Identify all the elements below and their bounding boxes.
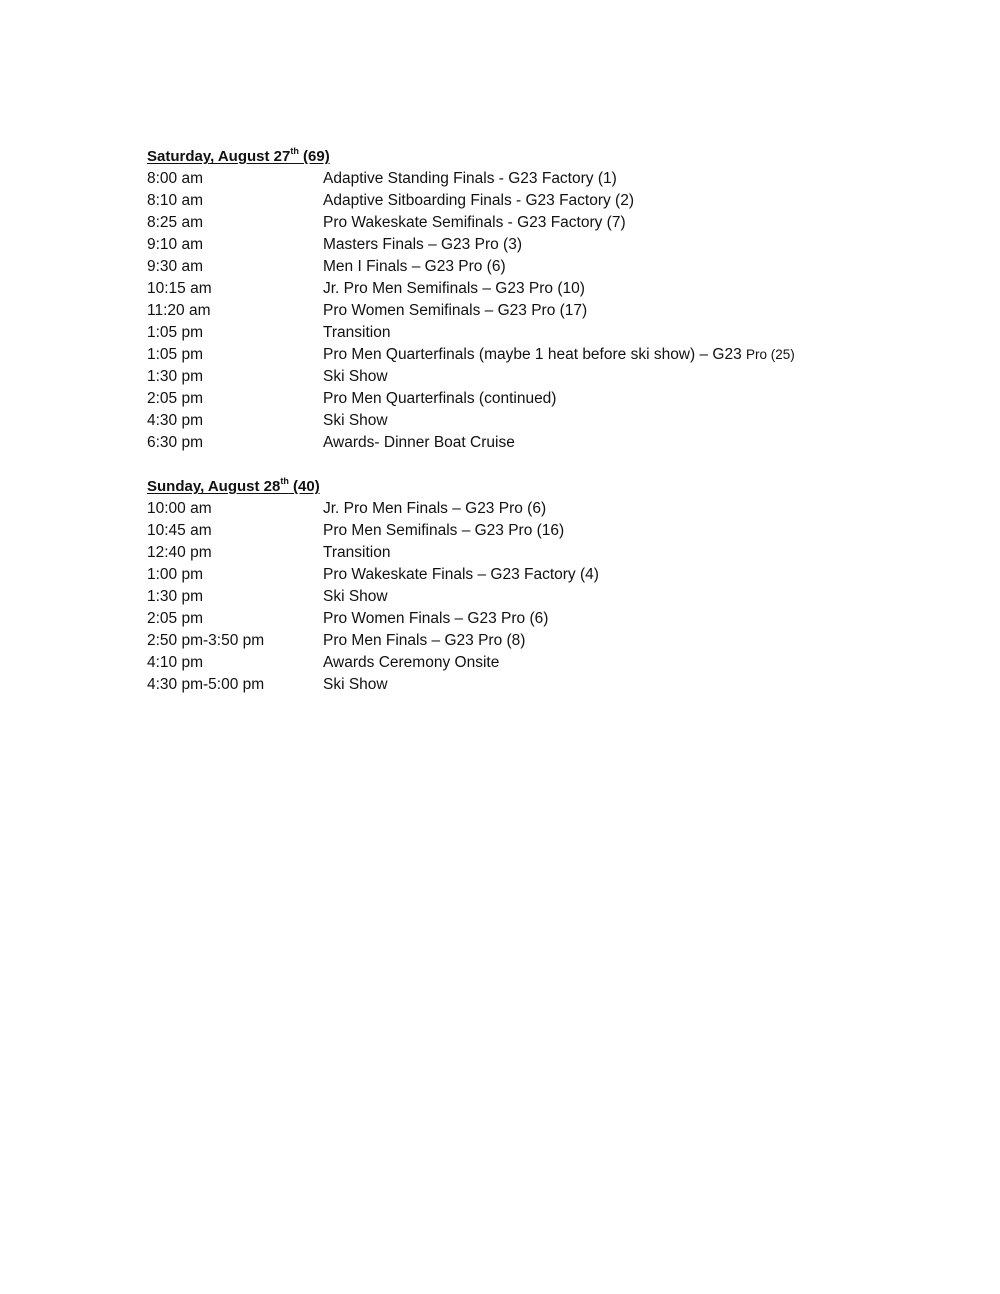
event-text: Ski Show: [323, 588, 388, 605]
event-text: Pro Wakeskate Finals – G23 Factory (4): [323, 566, 599, 583]
event-cell: [323, 564, 599, 586]
sunday-heading-ordinal: th: [280, 476, 289, 486]
time-cell: 8:10 am: [147, 192, 204, 209]
event-text: Pro Men Finals – G23 Pro (8): [323, 632, 526, 649]
event-cell: [323, 344, 795, 366]
time-cell: 12:40 pm: [147, 544, 212, 561]
sunday-heading: [147, 476, 320, 498]
event-text: Adaptive Sitboarding Finals - G23 Factory (2): [323, 192, 634, 209]
event-text: Transition: [323, 324, 391, 341]
schedule-row: [147, 410, 867, 432]
schedule-row: [147, 498, 867, 520]
schedule-row: [147, 278, 867, 300]
event-cell: [323, 190, 634, 212]
event-cell: [323, 630, 525, 652]
event-text-small: Pro (25): [746, 347, 795, 362]
schedule-row: [147, 300, 867, 322]
event-text: Ski Show: [323, 676, 388, 693]
event-cell: [323, 256, 506, 278]
event-text: Pro Women Semifinals – G23 Pro (17): [323, 302, 588, 319]
time-cell: 10:45 am: [147, 522, 212, 539]
event-cell: [323, 366, 388, 388]
schedule-row: [147, 432, 867, 454]
event-text: Ski Show: [323, 412, 388, 429]
event-cell: [323, 498, 546, 520]
event-cell: [323, 608, 548, 630]
schedule-row: [147, 256, 867, 278]
time-cell: 9:30 am: [147, 258, 204, 275]
time-cell: 1:00 pm: [147, 566, 204, 583]
event-cell: [323, 168, 617, 190]
schedule-row: [147, 168, 867, 190]
sunday-heading-text: Sunday, August 28: [147, 478, 281, 495]
saturday-rows: [147, 168, 867, 454]
event-text: Masters Finals – G23 Pro (3): [323, 236, 522, 253]
schedule-row: [147, 674, 867, 696]
sunday-heading-count: (40): [288, 478, 320, 495]
time-cell: 1:05 pm: [147, 324, 204, 341]
event-text: Ski Show: [323, 368, 388, 385]
event-cell: [323, 278, 585, 300]
time-cell: 8:25 am: [147, 214, 204, 231]
schedule-row: [147, 542, 867, 564]
event-cell: [323, 322, 390, 344]
schedule-row: [147, 388, 867, 410]
time-cell: 10:00 am: [147, 500, 212, 517]
event-text: Men I Finals – G23 Pro (6): [323, 258, 506, 275]
event-text: Transition: [323, 544, 391, 561]
event-cell: [323, 432, 515, 454]
time-cell: 2:05 pm: [147, 390, 204, 407]
time-cell: 10:15 am: [147, 280, 212, 297]
time-cell: 11:20 am: [147, 302, 211, 319]
event-text: Pro Women Finals – G23 Pro (6): [323, 610, 549, 627]
time-cell: 1:05 pm: [147, 346, 204, 363]
event-cell: [323, 388, 556, 410]
event-text: Awards Ceremony Onsite: [323, 654, 500, 671]
schedule-row: [147, 586, 867, 608]
schedule-row: [147, 630, 867, 652]
event-cell: [323, 520, 564, 542]
event-cell: [323, 542, 390, 564]
schedule-row: [147, 190, 867, 212]
time-cell: 1:30 pm: [147, 588, 204, 605]
event-cell: [323, 410, 388, 432]
event-text: Adaptive Standing Finals - G23 Factory (1): [323, 170, 617, 187]
event-text: Pro Men Quarterfinals (maybe 1 heat before ski show) – G23: [323, 346, 747, 363]
schedule-row: [147, 564, 867, 586]
time-cell: 6:30 pm: [147, 434, 204, 451]
time-cell: 9:10 am: [147, 236, 204, 253]
schedule-row: [147, 608, 867, 630]
event-text: Jr. Pro Men Finals – G23 Pro (6): [323, 500, 547, 517]
sunday-rows: [147, 498, 867, 696]
event-text: Awards- Dinner Boat Cruise: [323, 434, 515, 451]
time-cell: 8:00 am: [147, 170, 204, 187]
time-cell: 4:30 pm-5:00 pm: [147, 676, 265, 693]
schedule-row: [147, 234, 867, 256]
time-cell: 2:05 pm: [147, 610, 204, 627]
event-text: Jr. Pro Men Semifinals – G23 Pro (10): [323, 280, 585, 297]
saturday-heading: [147, 146, 330, 168]
schedule-row: [147, 212, 867, 234]
event-text: Pro Wakeskate Semifinals - G23 Factory (7): [323, 214, 626, 231]
time-cell: 4:30 pm: [147, 412, 204, 429]
saturday-schedule: [147, 146, 867, 454]
event-cell: [323, 652, 499, 674]
time-cell: 4:10 pm: [147, 654, 204, 671]
event-cell: [323, 212, 626, 234]
event-cell: [323, 674, 388, 696]
schedule-row: [147, 322, 867, 344]
saturday-heading-count: (69): [298, 148, 330, 165]
event-text: Pro Men Semifinals – G23 Pro (16): [323, 522, 565, 539]
time-cell: 1:30 pm: [147, 368, 204, 385]
event-cell: [323, 586, 388, 608]
event-cell: [323, 234, 522, 256]
sunday-schedule: [147, 476, 867, 696]
event-text: Pro Men Quarterfinals (continued): [323, 390, 557, 407]
saturday-heading-text: Saturday, August 27: [147, 148, 291, 165]
schedule-row: [147, 652, 867, 674]
time-cell: 2:50 pm-3:50 pm: [147, 632, 265, 649]
schedule-row: [147, 366, 867, 388]
event-cell: [323, 300, 587, 322]
schedule-row: [147, 520, 867, 542]
saturday-heading-ordinal: th: [290, 146, 299, 156]
schedule-row: [147, 344, 867, 366]
